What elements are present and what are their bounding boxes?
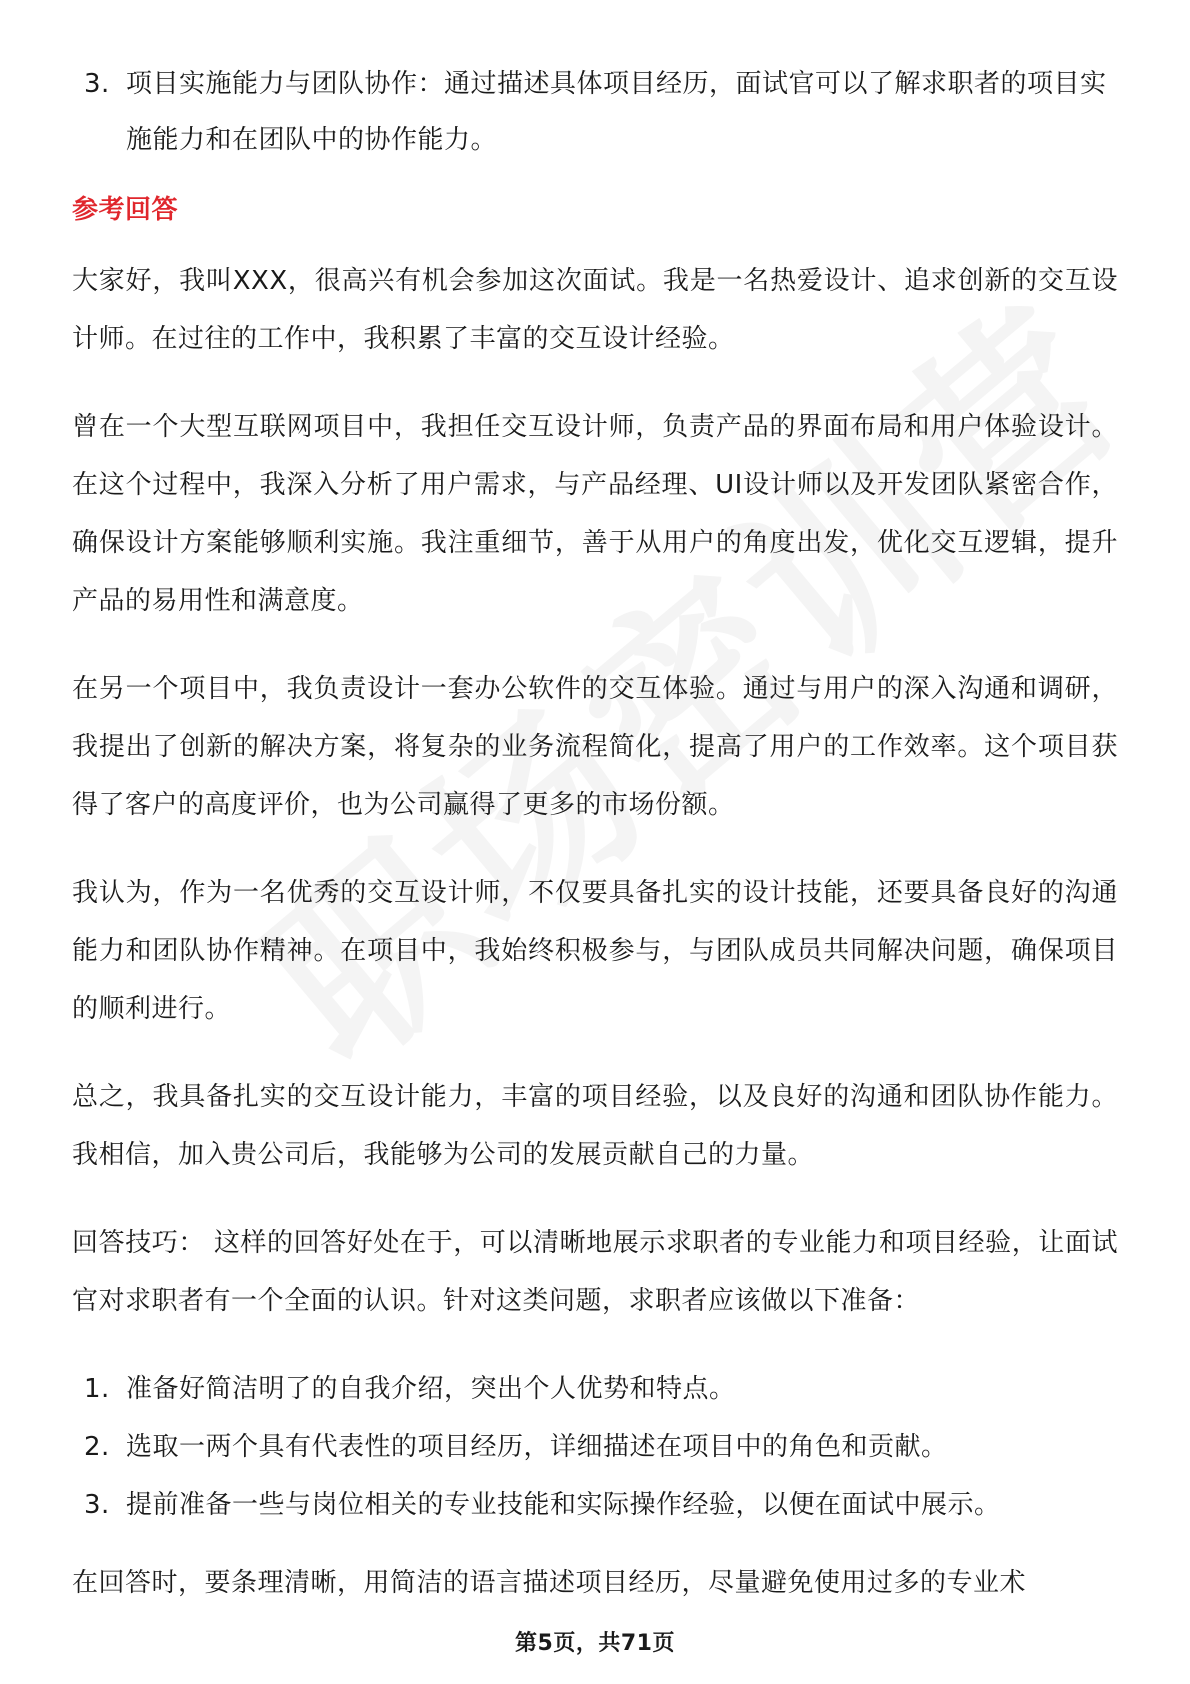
page-number-footer: 第5页，共71页 [515,1631,675,1656]
list-item [72,56,1118,168]
list-item [72,1476,1118,1534]
list-number: 1. [84,1374,110,1404]
list-item-text: 准备好简洁明了的自我介绍，突出个人优势和特点。 [126,1374,736,1404]
paragraph: 在另一个项目中，我负责设计一套办公软件的交互体验。通过与用户的深入沟通和调研，我提出了创新的解决方案，将复杂的业务流程简化，提高了用户的工作效率。这个项目获得了客户的高度评价，也为公司赢得了更多的市场份额。 [72,674,1118,820]
list-number: 3. [84,69,110,99]
list-number: 3. [84,1490,110,1520]
paragraph: 我认为，作为一名优秀的交互设计师，不仅要具备扎实的设计技能，还要具备良好的沟通能力和团队协作精神。在项目中，我始终积极参与，与团队成员共同解决问题，确保项目的顺利进行。 [72,878,1118,1024]
numbered-list-top [72,56,1118,168]
paragraph: 总之，我具备扎实的交互设计能力，丰富的项目经验，以及良好的沟通和团队协作能力。我相信，加入贵公司后，我能够为公司的发展贡献自己的力量。 [72,1082,1118,1170]
list-item-text: 提前准备一些与岗位相关的专业技能和实际操作经验，以便在面试中展示。 [126,1490,1001,1520]
list-number: 2. [84,1432,110,1462]
page-content [72,56,1118,1642]
paragraph: 在回答时，要条理清晰，用简洁的语言描述项目经历，尽量避免使用过多的专业术 [72,1568,1027,1598]
list-item [72,1418,1118,1476]
section-title: 参考回答 [72,195,179,225]
list-item-text: 选取一两个具有代表性的项目经历，详细描述在项目中的角色和贡献。 [126,1432,948,1462]
paragraph: 曾在一个大型互联网项目中，我担任交互设计师，负责产品的界面布局和用户体验设计。在这个过程中，我深入分析了用户需求，与产品经理、UI设计师以及开发团队紧密合作，确保设计方案能够顺利实施。我注重细节，善于从用户的角度出发，优化交互逻辑，提升产品的易用性和满意度。 [72,412,1118,616]
list-item [72,1360,1118,1418]
answer-tips-paragraph: 回答技巧： 这样的回答好处在于，可以清晰地展示求职者的专业能力和项目经验，让面试官对求职者有一个全面的认识。针对这类问题，求职者应该做以下准备： [72,1228,1118,1316]
list-item-text: 项目实施能力与团队协作：通过描述具体项目经历，面试官可以了解求职者的项目实施能力和在团队中的协作能力。 [126,69,1107,155]
tips-list [72,1360,1118,1534]
paragraph: 大家好，我叫XXX，很高兴有机会参加这次面试。我是一名热爱设计、追求创新的交互设计师。在过往的工作中，我积累了丰富的交互设计经验。 [72,266,1118,354]
